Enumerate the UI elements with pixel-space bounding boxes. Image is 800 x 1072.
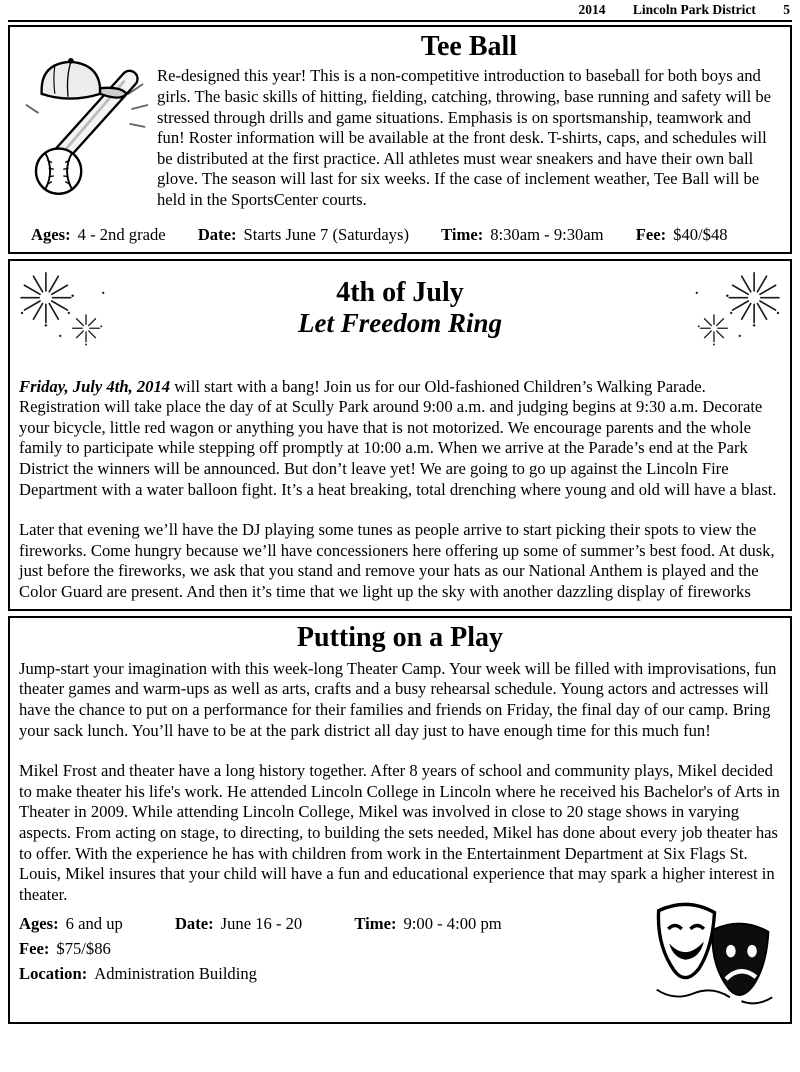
play-info-row <box>19 911 639 961</box>
date-value: June 16 - 20 <box>220 914 303 934</box>
july4-title: 4th of July <box>336 277 464 308</box>
time-value: 9:00 - 4:00 pm <box>403 914 502 934</box>
play-paragraph-2: Mikel Frost and theater have a long history together. After 8 years of school and community plays, Mikel decided to make theater his life's work. He attended Lincoln College in Lincoln where he received his Bachelor's of Arts in Theater in 2009. While attending Lincoln College, Mikel was involved in close to 20 stage shows in varying aspects. From acting on stage, to directing, to building the sets needed, Mikel has done about every job theater has to offer. With the experience he has with children from work in the Entertainment Department at Six Flags St. Louis, Mikel insures that your child will have a fun and educational experience that may spark a higher interest in theater. <box>19 761 780 904</box>
play-date <box>175 914 302 933</box>
section-putting-on-a-play <box>8 616 792 1025</box>
ages-label: Ages: <box>19 914 59 934</box>
ages-label: Ages: <box>31 225 71 244</box>
tee-ball-info-row <box>19 223 781 246</box>
play-time <box>354 914 501 933</box>
tee-ball-title: Tee Ball <box>420 31 518 62</box>
header-page-number: 5 <box>783 2 790 17</box>
time-label: Time: <box>354 914 397 934</box>
play-ages <box>19 914 123 933</box>
theater-masks-icon <box>649 897 781 1016</box>
time-value: 8:30am - 9:30am <box>490 225 604 244</box>
ages-value: 4 - 2nd grade <box>77 225 166 244</box>
play-location-row <box>19 961 639 986</box>
fee-label: Fee: <box>19 939 50 959</box>
fireworks-right-icon <box>686 269 784 360</box>
july4-date-lead: Friday, July 4th, 2014 <box>19 376 171 396</box>
fee-value: $40/$48 <box>673 225 728 244</box>
july4-paragraph-1 <box>19 377 781 501</box>
ages-value: 6 and up <box>65 914 123 934</box>
tee-ball-fee <box>636 225 728 244</box>
section-4th-of-july <box>8 259 792 611</box>
july4-paragraph-2: Later that evening we’ll have the DJ playing some tunes as people arrive to start picking their spots to view the fireworks. Come hungry because we’ll have concessioners here offering up some of summer’s best food. At dusk, just before the fireworks, we ask that you stand and remove your hats as our National Anthem is played and the Color Guard are present. And then it’s time that we light up the sky with another dazzling display of fireworks <box>19 520 775 601</box>
time-label: Time: <box>441 225 484 244</box>
tee-ball-date <box>198 225 409 244</box>
location-value: Administration Building <box>94 964 257 984</box>
header-year: 2014 <box>578 2 606 17</box>
play-info-block <box>19 911 639 986</box>
tee-ball-time <box>441 225 603 244</box>
section-tee-ball <box>8 25 792 254</box>
play-title: Putting on a Play <box>296 621 504 653</box>
tee-ball-ages <box>31 225 166 244</box>
tee-ball-description: Re-designed this year! This is a non-competitive introduction to baseball for both boys and girls. The basic skills of hitting, fielding, catching, throwing, base running and safety will be stressed through drills and game situations. Emphasis is on sportsmanship, teamwork and fun! Roster information will be available at the front desk. T-shirts, caps, and schedules will be distributed at the first practice. All athletes must wear sneakers and have their own ball glove. The season will last for six weeks. If the case of inclement weather, Tee Ball will be held in the SportsCenter courts. <box>157 66 772 209</box>
play-paragraph-1: Jump-start your imagination with this week-long Theater Camp. Your week will be filled with improvisations, fun theater games and warm-ups as well as arts, crafts and a busy rehearsal schedule. Young actors and actresses will have the chance to put on a performance for their families and friends on Friday, the final day of our camp. Bring your sack lunch. You’ll have to be at the park district all day just to have enough time for this much fun! <box>19 658 777 740</box>
date-label: Date: <box>197 225 237 244</box>
baseball-clipart-svg <box>19 39 151 209</box>
fireworks-left-icon <box>16 269 114 360</box>
july4-subtitle: Let Freedom Ring <box>298 308 502 339</box>
july4-paragraph-1-text: will start with a bang! Join us for our Old-fashioned Children’s Walking Parade. Registration will take place the day of at Scully Park around 9:00 a.m. and judging begins at 9:30 a.m. Decorate your bicycle, little red wagon or anything you have that is not motorized. We encourage parents and the whole family to participate while stepping off promptly at 10:00 a.m. When we arrive at the Parade’s end at the Park District the winners will be announced. But don’t leave yet! We are going to go up against the Lincoln Fire Department with a water balloon fight. It’s a heat breaking, total drenching where young and old will have a blast. <box>19 376 777 499</box>
baseball-bat-cap-ball-icon <box>19 31 157 214</box>
date-value: Starts June 7 (Saturdays) <box>243 225 409 244</box>
header-title: Lincoln Park District <box>632 2 756 17</box>
play-fee <box>19 939 111 958</box>
date-label: Date: <box>174 914 214 934</box>
page-header <box>8 2 792 22</box>
fee-label: Fee: <box>635 225 667 244</box>
fee-value: $75/$86 <box>56 939 111 959</box>
location-label: Location: <box>19 964 88 984</box>
